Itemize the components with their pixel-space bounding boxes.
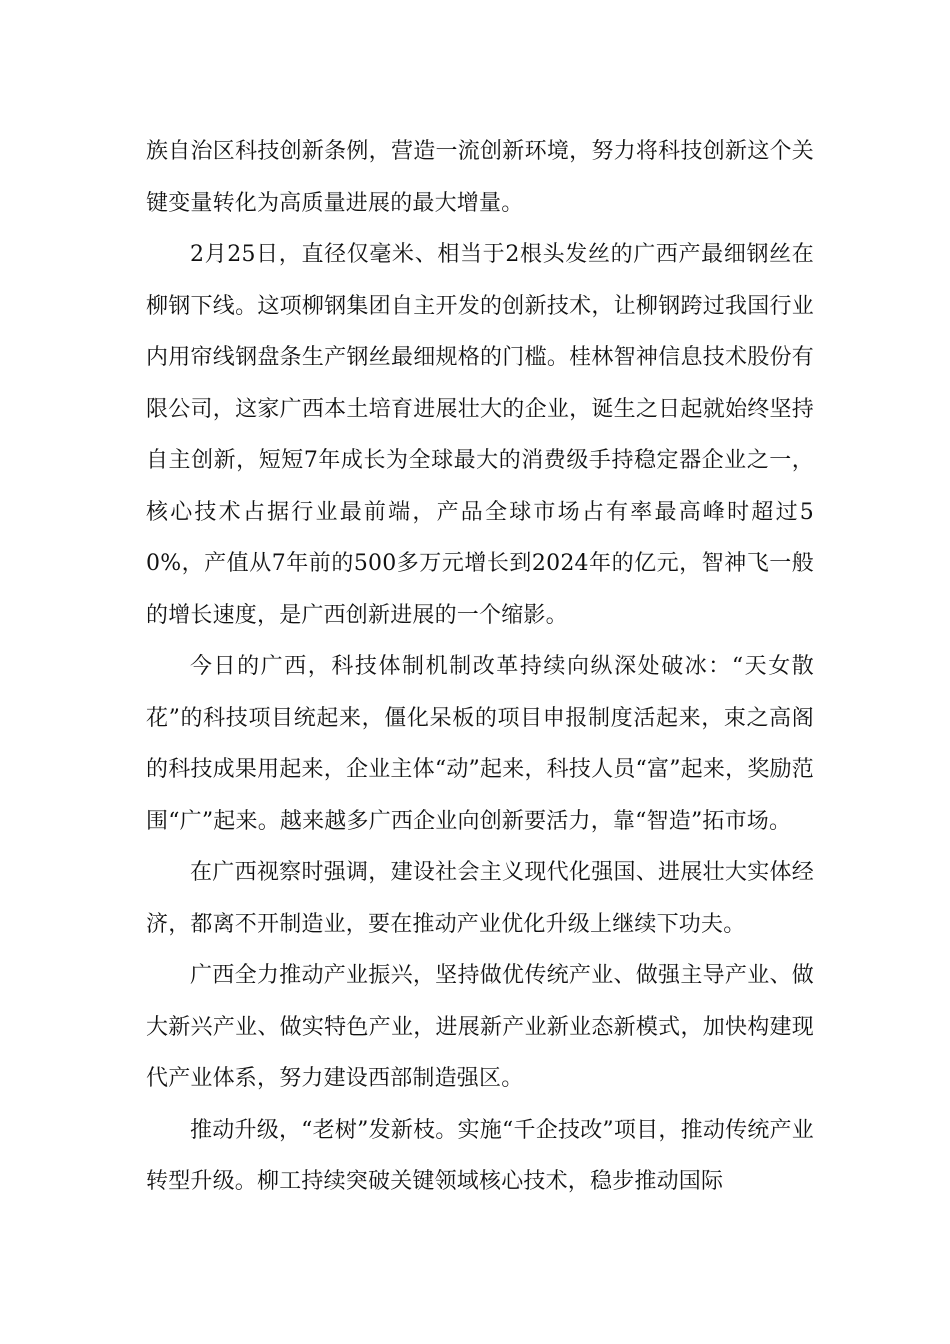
document-body <box>146 126 814 1208</box>
paragraph-6: 推动升级，“老树”发新枝。实施“千企技改”项目，推动传统产业转型升级。柳工持续突破关键领域核心技术，稳步推动国际 <box>146 1117 814 1194</box>
paragraph-4: 在广西视察时强调，建设社会主义现代化强国、进展壮大实体经济，都离不开制造业，要在推动产业优化升级上继续下功夫。 <box>146 860 814 937</box>
paragraph-1: 族自治区科技创新条例，营造一流创新环境，努力将科技创新这个关键变量转化为高质量进展的最大增量。 <box>146 139 814 216</box>
paragraph-2: 2月25日，直径仅毫米、相当于2根头发丝的广西产最细钢丝在柳钢下线。这项柳钢集团自主开发的创新技术，让柳钢跨过我国行业内用帘线钢盘条生产钢丝最细规格的门槛。桂林智神信息技术股份有限公司，这家广西本土培育进展壮大的企业，诞生之日起就始终坚持自主创新，短短7年成长为全球最大的消费级手持稳定器企业之一，核心技术占据行业最前端，产品全球市场占有率最高峰时超过50%，产值从7年前的500多万元增长到2024年的亿元，智神飞一般的增长速度，是广西创新进展的一个缩影。 <box>146 242 814 628</box>
paragraph-3: 今日的广西，科技体制机制改革持续向纵深处破冰：“天女散花”的科技项目统起来，僵化呆板的项目申报制度活起来，束之高阁的科技成果用起来，企业主体“动”起来，科技人员“富”起来，奖励范围“广”起来。越来越多广西企业向创新要活力，靠“智造”拓市场。 <box>146 654 814 834</box>
paragraph-5: 广西全力推动产业振兴，坚持做优传统产业、做强主导产业、做大新兴产业、做实特色产业，进展新产业新业态新模式，加快构建现代产业体系，努力建设西部制造强区。 <box>146 963 814 1091</box>
